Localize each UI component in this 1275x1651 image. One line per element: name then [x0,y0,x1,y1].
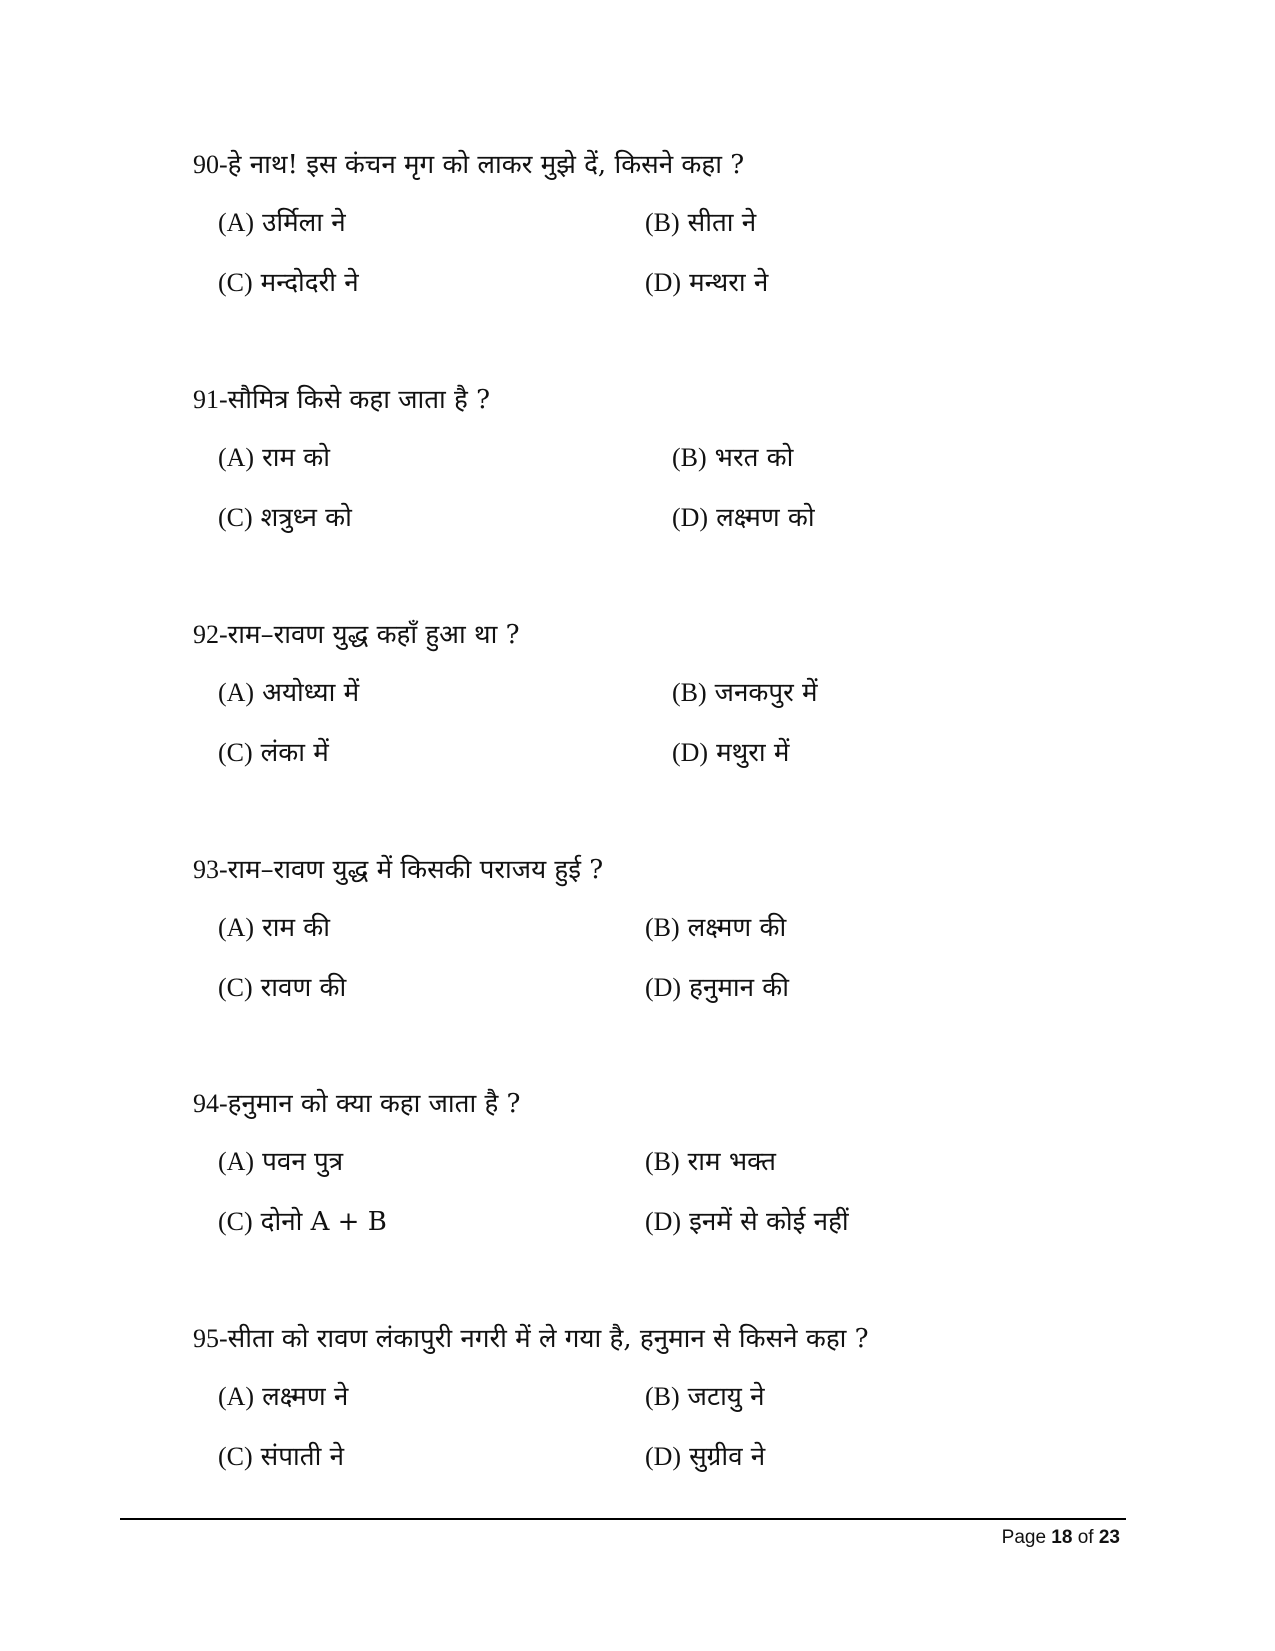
option-text: राम की [262,913,330,943]
option-key: (C) [218,973,253,1002]
question-text [193,383,490,417]
option-key: (B) [645,208,680,237]
option-d [645,1205,849,1239]
option-key: (C) [218,503,253,532]
option-b [672,676,818,710]
footer-divider [120,1518,1126,1520]
option-text: लक्ष्मण की [687,913,787,943]
option-b [645,911,786,945]
question-text [193,1087,520,1121]
option-d [672,736,789,770]
option-key: (A) [218,1382,255,1411]
question-number: 92- [193,620,228,649]
question-text [193,1322,869,1356]
question-stem: सीता को रावण लंकापुरी नगरी में ले गया है, हनुमान से किसने कहा ? [227,1324,869,1354]
question-text [193,853,603,887]
question-stem: हनुमान को क्या कहा जाता है ? [227,1089,521,1119]
option-key: (C) [218,268,253,297]
question-stem: राम–रावण युद्ध में किसकी पराजय हुई ? [227,855,604,885]
option-d [645,971,789,1005]
option-key: (D) [672,738,709,767]
option-key: (C) [218,738,253,767]
option-key: (D) [645,1442,682,1471]
option-c [218,971,346,1005]
option-key: (B) [645,1382,680,1411]
option-a [218,441,330,475]
option-text: संपाती ने [260,1442,344,1472]
option-b [645,1380,765,1414]
option-text: उर्मिला ने [262,208,346,238]
option-key: (D) [645,268,682,297]
option-text: पवन पुत्र [262,1147,344,1177]
option-text: मन्दोदरी ने [260,268,359,298]
option-c [218,501,352,535]
question-number: 90- [193,150,228,179]
option-text: हनुमान की [689,973,790,1003]
option-key: (A) [218,678,255,707]
option-text: जनकपुर में [714,678,818,708]
option-b [645,206,756,240]
option-a [218,1380,348,1414]
option-text: मथुरा में [716,738,790,768]
page-total: 23 [1098,1527,1120,1548]
option-text: दोनो A + B [260,1207,387,1237]
option-text: इनमें से कोई नहीं [689,1207,849,1237]
option-text: राम भक्त [687,1147,776,1177]
option-text: रावण की [260,973,347,1003]
question-number: 95- [193,1324,228,1353]
option-d [672,501,815,535]
option-text: सुग्रीव ने [689,1442,766,1472]
option-text: जटायु ने [687,1382,765,1412]
option-c [218,266,359,300]
option-key: (B) [672,678,707,707]
option-text: भरत को [714,443,794,473]
option-text: सीता ने [687,208,757,238]
option-key: (D) [672,503,709,532]
question-stem: राम–रावण युद्ध कहाँ हुआ था ? [227,620,520,650]
option-a [218,1145,343,1179]
option-a [218,676,359,710]
question-text [193,618,520,652]
question-text [193,148,744,182]
page-number [1002,1526,1120,1550]
option-a [218,911,330,945]
question-number: 94- [193,1089,228,1118]
option-key: (A) [218,1147,255,1176]
option-text: राम को [262,443,330,473]
page-of: of [1077,1527,1094,1548]
option-key: (A) [218,913,255,942]
option-c [218,1205,387,1239]
option-b [645,1145,776,1179]
option-key: (C) [218,1442,253,1471]
option-key: (B) [672,443,707,472]
question-stem: हे नाथ! इस कंचन मृग को लाकर मुझे दें, किसने कहा ? [227,150,745,180]
question-stem: सौमित्र किसे कहा जाता है ? [227,385,491,415]
option-d [645,1440,765,1474]
page-prefix: Page [1001,1527,1047,1548]
option-key: (A) [218,208,255,237]
option-text: लक्ष्मण को [716,503,815,533]
option-d [645,266,768,300]
option-a [218,206,346,240]
option-text: मन्थरा ने [689,268,769,298]
question-number: 91- [193,385,228,414]
page-current: 18 [1051,1527,1073,1548]
option-c [218,1440,344,1474]
option-text: शत्रुध्न को [260,503,352,533]
option-key: (C) [218,1207,253,1236]
option-c [218,736,329,770]
question-number: 93- [193,855,228,884]
option-key: (D) [645,1207,682,1236]
option-key: (B) [645,1147,680,1176]
option-key: (B) [645,913,680,942]
option-key: (A) [218,443,255,472]
option-text: लंका में [260,738,329,768]
option-text: अयोध्या में [262,678,360,708]
option-b [672,441,793,475]
option-key: (D) [645,973,682,1002]
option-text: लक्ष्मण ने [262,1382,349,1412]
